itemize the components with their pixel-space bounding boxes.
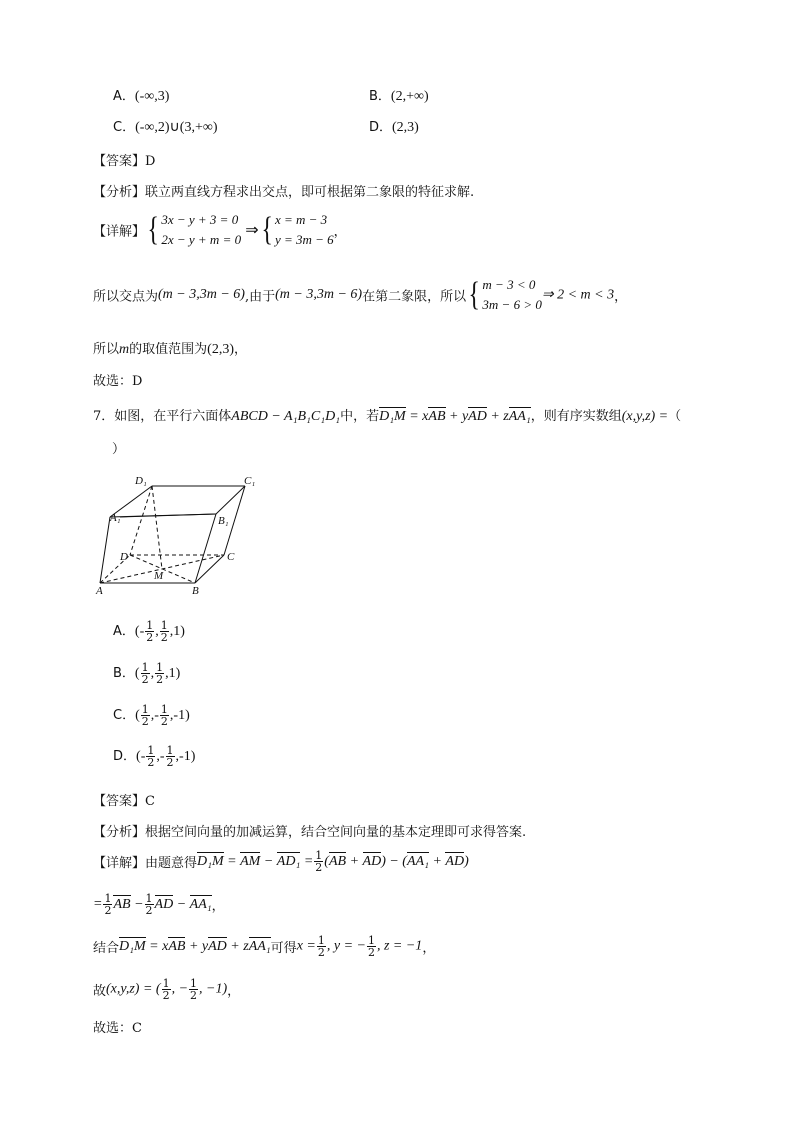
denominator: 2 — [367, 946, 375, 959]
text: ( — [324, 853, 329, 869]
solution-1: x = m − 3 — [274, 212, 328, 227]
equation-system — [161, 210, 241, 250]
text: ,1) — [165, 666, 181, 681]
text: ) — [464, 853, 469, 869]
left-brace: { — [261, 211, 273, 248]
q6-analysis — [93, 181, 474, 200]
text: 所以 — [93, 342, 120, 357]
text: 可得 — [270, 941, 297, 956]
equation-1: 3x − y + 3 = 0 — [161, 212, 239, 227]
implies-arrow: ⇒ — [245, 222, 259, 239]
text: , y = − — [326, 938, 366, 954]
q7-stem — [93, 405, 681, 425]
text: x = — [296, 938, 316, 954]
text: 在第二象限，所以 — [362, 289, 467, 305]
q6-detail — [93, 210, 347, 250]
text: ,1) — [169, 624, 185, 639]
fraction — [160, 620, 169, 643]
q7-analysis — [93, 821, 526, 840]
numerator: 1 — [146, 619, 154, 632]
vector-am: AM — [240, 853, 261, 869]
punctuation: ， — [614, 289, 628, 305]
vector-ad: AD — [208, 938, 227, 954]
range-value: (2,3) — [207, 342, 234, 357]
inequality-system — [482, 275, 541, 315]
label-m: M — [154, 570, 164, 582]
vector-aa1: AA₁ — [189, 896, 212, 912]
solution-system — [275, 210, 334, 250]
sign: - — [140, 749, 146, 764]
intersection-point: (m − 3,3m − 6) — [275, 287, 363, 302]
fraction-half — [103, 893, 112, 916]
denominator: 2 — [160, 631, 168, 644]
q7-therefore-line — [93, 978, 240, 1001]
vector-ab: AB — [168, 938, 186, 954]
vector-ad1: AD₁ — [276, 853, 301, 869]
paren-open: （ — [668, 409, 682, 424]
punctuation: ， — [422, 941, 436, 956]
stem-text: ，则有序实数组 — [530, 409, 622, 424]
inequality-result: ⇒ 2 < m < 3 — [541, 287, 615, 303]
edge-d1-d — [130, 486, 152, 555]
denominator: 2 — [160, 715, 168, 728]
option-value: (-∞,2)∪(3,+∞) — [135, 120, 218, 135]
fraction — [160, 704, 169, 727]
text: = x — [149, 938, 169, 954]
text: ( — [134, 624, 140, 639]
sign: , — [155, 624, 159, 639]
text: ,-1) — [175, 749, 196, 764]
q6-option-c — [113, 116, 218, 136]
denominator: 2 — [145, 904, 153, 917]
vector-ab: AB — [428, 409, 446, 424]
fraction-half — [162, 978, 171, 1001]
q6-intersection-line — [93, 275, 627, 315]
label-b1: B₁ — [218, 515, 229, 527]
q6-range-line — [93, 338, 247, 358]
numerator: 1 — [160, 619, 168, 632]
denominator: 2 — [141, 715, 149, 728]
q7-option-d — [113, 745, 195, 768]
text: ,-1) — [169, 708, 190, 723]
text: + y — [449, 409, 469, 424]
denominator: 2 — [147, 756, 155, 769]
fraction-half — [189, 978, 198, 1001]
numerator: 1 — [190, 977, 198, 990]
q7-stem-close: ） — [112, 442, 126, 457]
option-label: C． — [113, 708, 136, 723]
text: 故 — [93, 984, 107, 999]
numerator: 1 — [156, 661, 164, 674]
label-a1: A₁ — [110, 512, 121, 524]
answer-value: D — [145, 154, 156, 169]
vector-ab: AB — [113, 896, 131, 912]
option-label: A． — [113, 624, 135, 639]
numerator: 1 — [145, 892, 153, 905]
denominator: 2 — [141, 673, 149, 686]
text: + z — [230, 938, 249, 954]
denominator: 2 — [166, 756, 174, 769]
text: − — [263, 853, 274, 869]
text: (x,y,z) = ( — [106, 981, 161, 997]
text: ( — [135, 708, 140, 723]
vector-ad: AD — [154, 896, 174, 912]
numerator: 1 — [317, 934, 325, 947]
vector-ad: AD — [468, 409, 487, 424]
text: + — [432, 853, 442, 869]
option-value: (-∞,3) — [134, 89, 170, 104]
text: , z = −1 — [376, 938, 423, 954]
fraction-half — [367, 935, 376, 958]
text: + y — [188, 938, 209, 954]
option-label: D． — [113, 749, 137, 764]
q7-detail-line2 — [93, 893, 225, 916]
label-b: B — [192, 585, 199, 597]
sign: , — [150, 666, 155, 681]
text: − — [176, 896, 187, 912]
label-a: A — [96, 585, 103, 597]
fraction — [146, 745, 155, 768]
solution-2: y = 3m − 6 — [274, 232, 334, 247]
vector-d1m: D₁M — [119, 938, 146, 954]
denominator: 2 — [162, 989, 170, 1002]
punctuation: ， — [233, 342, 247, 357]
vector-d1m: D₁M — [379, 409, 406, 424]
numerator: 1 — [147, 744, 155, 757]
detail-tag: 【详解】 — [93, 856, 146, 871]
q7-answer — [93, 790, 155, 809]
answer-tag: 【答案】 — [93, 794, 146, 809]
text: 结合 — [93, 941, 120, 956]
text: ) − ( — [381, 853, 407, 869]
label-d1: D₁ — [135, 475, 147, 487]
fraction — [141, 704, 150, 727]
intersection-point: (m − 3,3m − 6) — [158, 287, 245, 302]
numerator: 1 — [141, 661, 149, 674]
numerator: 1 — [141, 703, 149, 716]
option-label: B． — [113, 666, 135, 681]
text: + — [349, 853, 360, 869]
variable-m: m — [119, 342, 130, 357]
inequality-1: m − 3 < 0 — [482, 277, 536, 292]
left-brace: { — [147, 211, 159, 248]
text: − — [134, 896, 144, 912]
numerator: 1 — [162, 977, 170, 990]
numerator: 1 — [367, 934, 375, 947]
edge-a1-a — [100, 517, 110, 583]
sign: ,- — [156, 749, 165, 764]
option-label: B． — [369, 89, 391, 104]
text: = x — [409, 409, 429, 424]
numerator: 1 — [160, 703, 168, 716]
text: ,由于 — [244, 289, 276, 305]
denominator: 2 — [156, 673, 164, 686]
text: = — [303, 853, 314, 869]
ordered-triple: (x,y,z) = — [621, 409, 669, 424]
fraction-half — [314, 850, 323, 873]
solid-name: ABCD − A₁B₁C₁D₁ — [231, 409, 341, 424]
equation-2: 2x − y + m = 0 — [161, 232, 242, 247]
vector-ad: AD — [362, 853, 382, 869]
analysis-text: 根据空间向量的加减运算，结合空间向量的基本定理即可求得答案. — [145, 825, 527, 840]
analysis-text: 联立两直线方程求出交点，即可根据第二象限的特征求解. — [145, 185, 475, 200]
label-c1: C₁ — [244, 475, 256, 487]
analysis-tag: 【分析】 — [93, 185, 146, 200]
q7-combine-line — [93, 935, 435, 958]
text: 的取值范围为 — [129, 342, 208, 357]
numerator: 1 — [166, 744, 174, 757]
label-c: C — [227, 551, 235, 563]
text: = — [93, 896, 103, 912]
text: + z — [490, 409, 509, 424]
text: ( — [136, 749, 141, 764]
punctuation: ， — [227, 984, 241, 999]
analysis-tag: 【分析】 — [93, 825, 146, 840]
option-label: D． — [369, 120, 393, 135]
text: ( — [134, 666, 140, 681]
denominator: 2 — [190, 989, 198, 1002]
q7-choose: 故选：C — [93, 1021, 142, 1036]
vector-d1m: D₁M — [197, 853, 224, 869]
stem-text: 中，若 — [340, 409, 380, 424]
denominator: 2 — [315, 861, 323, 874]
answer-value: C — [145, 794, 155, 809]
sign: ,- — [150, 708, 159, 723]
segment-d1-m — [152, 486, 162, 569]
q6-option-b — [369, 85, 429, 105]
sign: - — [139, 624, 145, 639]
q7-option-b — [113, 662, 180, 685]
option-label: C． — [113, 120, 136, 135]
parallelepiped-figure — [90, 470, 260, 600]
fraction — [145, 620, 154, 643]
fraction — [166, 745, 175, 768]
q7-option-a — [113, 620, 185, 643]
fraction — [141, 662, 150, 685]
text: = — [227, 853, 237, 869]
q6-choose: 故选：D — [93, 374, 143, 389]
detail-tag: 【详解】 — [93, 224, 146, 240]
option-label: A． — [113, 89, 135, 104]
answer-tag: 【答案】 — [93, 154, 146, 169]
vector-ad: AD — [445, 853, 465, 869]
denominator: 2 — [146, 631, 154, 644]
punctuation: ， — [211, 899, 225, 914]
option-value: (2,+∞) — [390, 89, 429, 104]
inequality-2: 3m − 6 > 0 — [482, 297, 542, 312]
vector-ab: AB — [328, 853, 347, 869]
text: 所以交点为 — [93, 289, 159, 305]
q7-option-c — [113, 704, 190, 727]
text: , −1) — [199, 981, 228, 997]
vector-aa1: AA₁ — [508, 409, 531, 424]
fraction-half — [317, 935, 326, 958]
label-d: D — [120, 551, 128, 563]
vector-aa1: AA₁ — [248, 938, 271, 954]
q6-answer — [93, 150, 155, 169]
denominator: 2 — [104, 904, 112, 917]
text: , − — [171, 981, 189, 997]
vector-aa1: AA₁ — [406, 853, 429, 869]
denominator: 2 — [317, 946, 325, 959]
stem-text: 7．如图，在平行六面体 — [93, 409, 232, 424]
left-brace: { — [468, 276, 480, 313]
q6-option-d — [369, 116, 419, 136]
fraction — [155, 662, 164, 685]
fraction-half — [145, 893, 154, 916]
edge-top-front — [120, 514, 216, 517]
q6-option-a — [113, 85, 169, 105]
option-value: (2,3) — [392, 120, 419, 135]
punctuation: ， — [333, 224, 347, 240]
text: 由题意得 — [145, 856, 198, 871]
numerator: 1 — [315, 849, 323, 862]
q7-detail-line1 — [93, 850, 469, 873]
numerator: 1 — [104, 892, 112, 905]
